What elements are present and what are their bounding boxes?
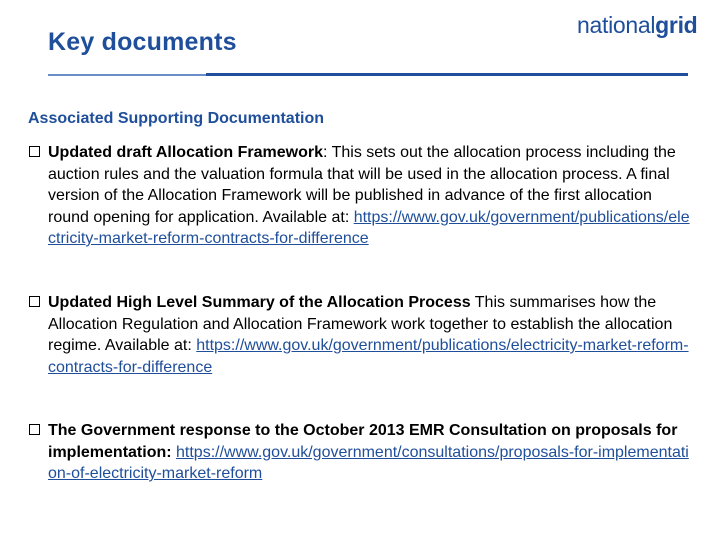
- logo-text-national: national: [577, 12, 656, 38]
- document-link[interactable]: https://www.gov.uk/government/publications/electricity-market-reform-contracts-for-difference: [48, 337, 689, 376]
- document-title: Updated draft Allocation Framework: [48, 144, 323, 161]
- document-link[interactable]: https://www.gov.uk/government/publications/electricity-market-reform-contracts-for-difference: [48, 208, 690, 247]
- document-item-government-response: [28, 420, 692, 485]
- checkbox-bullet-icon: [29, 296, 40, 307]
- logo-text-grid: grid: [655, 12, 698, 38]
- document-item-text: [48, 292, 692, 378]
- document-item-text: [48, 142, 692, 250]
- checkbox-bullet-icon: [29, 146, 40, 157]
- document-title: The Government response to the October 2013 EMR Consultation on proposals for implementation:: [48, 422, 678, 461]
- document-item-allocation-summary: [28, 292, 692, 378]
- document-link[interactable]: https://www.gov.uk/government/consultations/proposals-for-implementation-of-electricity-market-reform: [48, 443, 689, 482]
- checkbox-bullet-icon: [29, 424, 40, 435]
- document-item-text: [48, 420, 692, 485]
- document-title: Updated High Level Summary of the Allocation Process: [48, 294, 471, 311]
- page-title: Key documents: [48, 28, 237, 56]
- national-grid-logo: [577, 12, 697, 39]
- title-underline-light: [48, 74, 206, 76]
- title-underline-dark: [206, 73, 688, 76]
- document-description: This sets out the allocation process including the auction rules and the valuation formula that will be used in the allocation process. A final version of the Allocation Framework will be published in advance of the first allocation round opening for application. Available at:: [48, 144, 676, 226]
- section-subheading: Associated Supporting Documentation: [28, 110, 325, 127]
- document-description: This summarises how the Allocation Regulation and Allocation Framework work together to establish the allocation regime. Available at:: [48, 294, 673, 354]
- document-item-allocation-framework: [28, 142, 692, 250]
- document-title-separator: :: [323, 144, 332, 161]
